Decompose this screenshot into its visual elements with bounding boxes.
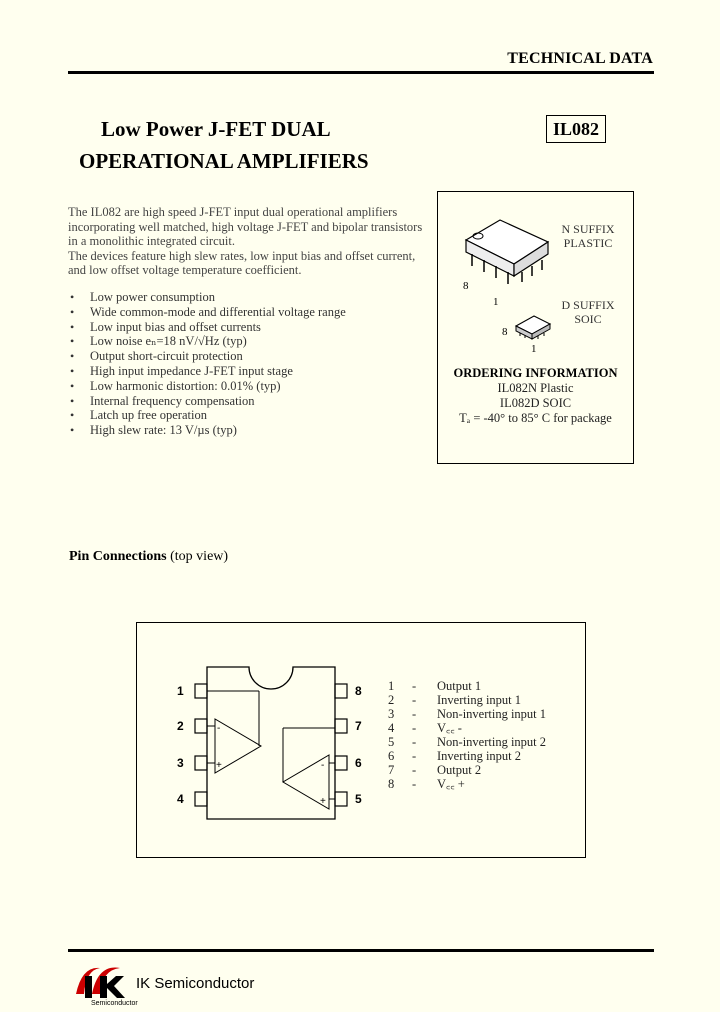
description-line: and low offset voltage temperature coefficient.	[68, 263, 302, 278]
feature-item: • High input impedance J-FET input stage	[68, 364, 346, 379]
svg-text:+: +	[216, 760, 222, 771]
pinout-diagram	[137, 623, 387, 855]
title-line-2: OPERATIONAL AMPLIFIERS	[79, 149, 369, 173]
pin-number: 5	[355, 792, 362, 806]
d-suffix: D SUFFIX	[561, 298, 615, 312]
ordering-temp: Tₐ = -40° to 85° C for package	[459, 411, 612, 425]
feature-item: • Latch up free operation	[68, 408, 346, 423]
svg-text:-: -	[321, 760, 325, 771]
pin-number: 4	[177, 792, 184, 806]
feature-item: • High slew rate: 13 V/µs (typ)	[68, 423, 346, 438]
feature-item: • Low power consumption	[68, 290, 346, 305]
d-suffix-label	[548, 298, 628, 326]
feature-item: • Wide common-mode and differential voltage range	[68, 305, 346, 320]
header-rule	[68, 71, 654, 74]
feature-item: • Low noise eₙ=18 nV/√Hz (typ)	[68, 334, 346, 349]
pin-number: 3	[177, 756, 184, 770]
ordering-line: IL082N Plastic	[497, 381, 574, 395]
d-type: SOIC	[574, 312, 602, 326]
dip-package-icon	[466, 220, 548, 284]
company-name: IK Semiconductor	[136, 975, 255, 992]
n-type: PLASTIC	[563, 236, 613, 250]
feature-item: • Low harmonic distortion: 0.01% (typ)	[68, 379, 346, 394]
feature-list	[68, 290, 346, 438]
pin-number: 6	[355, 756, 362, 770]
doc-type-header: TECHNICAL DATA	[507, 50, 653, 67]
title-line-1: Low Power J-FET DUAL	[101, 117, 331, 141]
ik-logo-icon	[72, 962, 132, 1002]
description-line: incorporating well matched, high voltage J-FET and bipolar transistors	[68, 219, 423, 234]
n-suffix-label	[548, 222, 628, 250]
opamp-1-icon	[215, 719, 261, 773]
pin-heading-bold: Pin Connections	[69, 549, 167, 564]
svg-text:-: -	[217, 723, 221, 734]
dip-pin-1-label: 1	[493, 296, 499, 308]
description-line: The IL082 are high speed J-FET input dual operational amplifiers	[68, 205, 398, 219]
description-line: The devices feature high slew rates, low input bias and offset current,	[68, 248, 416, 263]
description-line: in a monolithic integrated circuit.	[68, 234, 235, 249]
n-suffix: N SUFFIX	[561, 222, 615, 236]
part-number-box: IL082	[546, 115, 606, 143]
feature-item: • Internal frequency compensation	[68, 394, 346, 409]
ordering-line: IL082D SOIC	[499, 396, 572, 410]
soic-package-icon	[516, 316, 550, 339]
description	[68, 205, 428, 278]
pin-number: 2	[177, 719, 184, 733]
dip-pin-8-label: 8	[463, 280, 469, 292]
pin-number: 1	[177, 684, 184, 698]
logo-subtext: Semiconductor	[91, 1000, 138, 1007]
pin-number: 7	[355, 719, 362, 733]
pin-connections-heading	[69, 549, 228, 565]
soic-pin-1-label: 1	[531, 343, 537, 355]
feature-item: • Output short-circuit protection	[68, 349, 346, 364]
footer-rule	[68, 949, 654, 952]
feature-item: • Low input bias and offset currents	[68, 320, 346, 335]
ordering-title: ORDERING INFORMATION	[453, 366, 618, 380]
package-illustrations	[438, 192, 633, 362]
pin-number: 8	[355, 684, 362, 698]
soic-pin-8-label: 8	[502, 326, 508, 338]
package-ordering-box	[437, 191, 634, 464]
pin-heading-normal: (top view)	[166, 549, 229, 564]
svg-text:+: +	[320, 796, 326, 807]
